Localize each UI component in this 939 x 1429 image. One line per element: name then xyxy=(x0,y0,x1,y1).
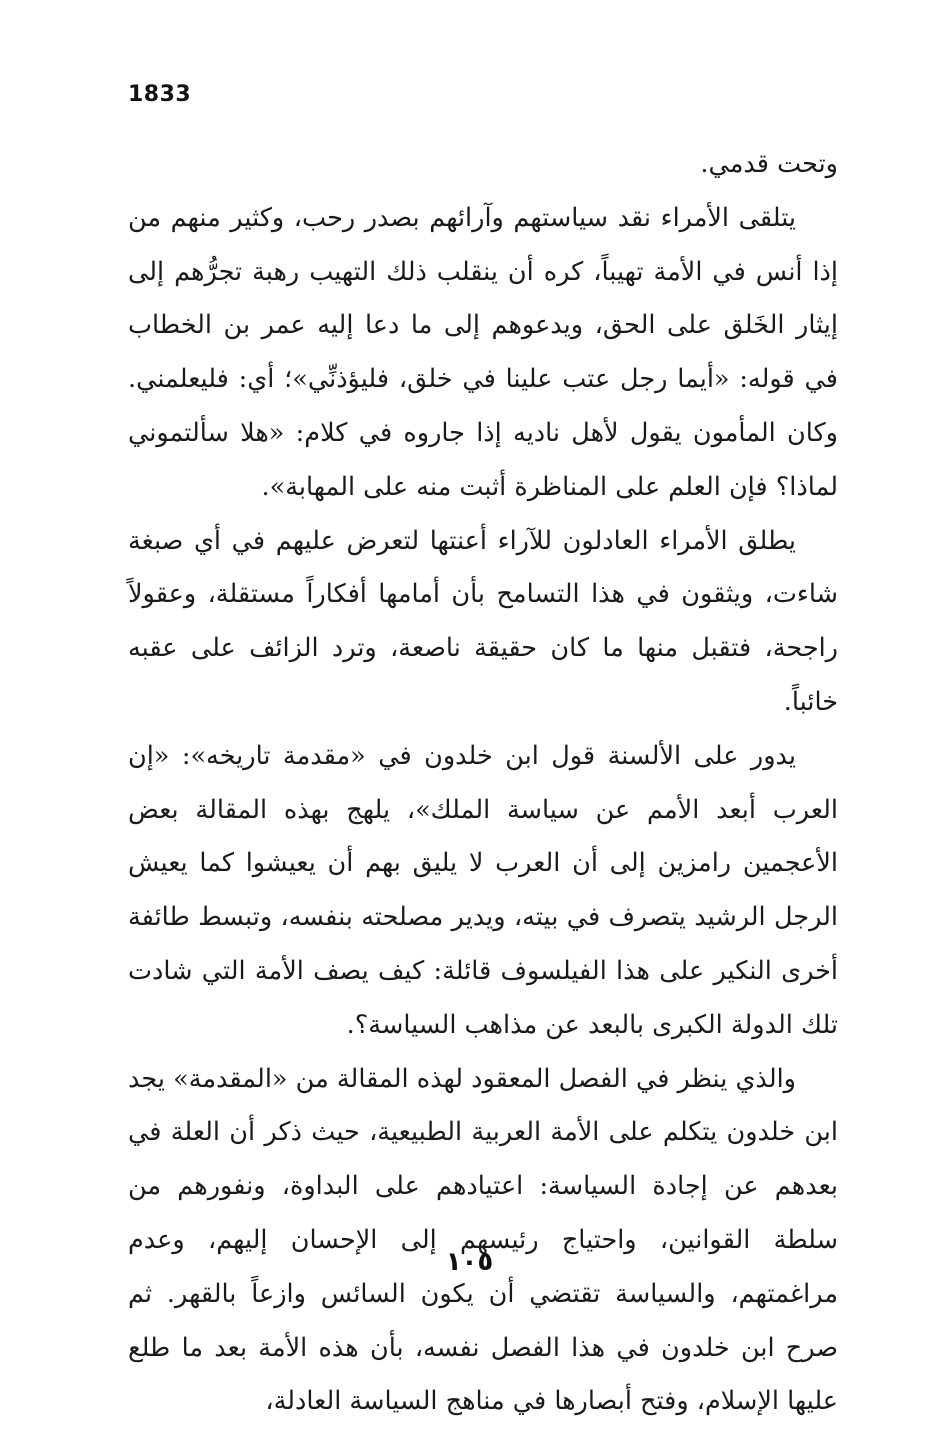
page-top-number: 1833 xyxy=(128,82,192,107)
paragraph-princes-criticism: يتلقى الأمراء نقد سياستهم وآرائهم بصدر رحب، وكثير منهم من إذا أنس في الأمة تهيباً، كره أن ينقلب ذلك التهيب رهبة تجرُّهم إلى إيثار الخَلق على الحق، ويدعوهم إلى ما دعا إليه عمر بن الخطاب في قوله: «أيما رجل عتب علينا في خلق، فليؤذنِّي»؛ أي: فليعلمني. وكان المأمون يقول لأهل ناديه إذا جاروه في كلام: «هلا سألتموني لماذا؟ فإن العلم على المناظرة أثبت منه على المهابة». xyxy=(128,202,838,502)
paragraph-ibn-khaldun-saying: يدور على الألسنة قول ابن خلدون في «مقدمة تاريخه»: «إن العرب أبعد الأمم عن سياسة الملك»، يلهج بهذه المقالة بعض الأعجمين رامزين إلى أن العرب لا يليق بهم أن يعيشوا كما يعيش الرجل الرشيد يتصرف في بيته، ويدير مصلحته بنفسه، وتبسط طائفة أخرى النكير على هذا الفيلسوف قائلة: كيف يصف الأمة التي شادت تلك الدولة الكبرى بالبعد عن مذاهب السياسة؟. xyxy=(128,740,838,1040)
paragraph-just-princes: يطلق الأمراء العادلون للآراء أعنتها لتعرض عليهم في أي صبغة شاءت، ويثقون في هذا التسامح بأن أمامها أفكاراً مستقلة، وعقولاً راجحة، فتقبل منها ما كان حقيقة ناصعة، وترد الزائف على عقبه خائباً. xyxy=(128,525,838,717)
paragraph-continuation: وتحت قدمي. xyxy=(700,149,838,179)
page-folio-number: ١٠٥ xyxy=(445,1247,494,1277)
paragraph-muqaddima-chapter: والذي ينظر في الفصل المعقود لهذه المقالة من «المقدمة» يجد ابن خلدون يتكلم على الأمة العربية الطبيعية، حيث ذكر أن العلة في بعدهم عن إجادة السياسة: اعتيادهم على البداوة، ونفورهم من سلطة القوانين، واحتياج رئيسهم إلى الإحسان إليهم، وعدم مراغمتهم، والسياسة تقتضي أن يكون السائس وازعاً بالقهر. ثم صرح ابن خلدون في هذا الفصل نفسه، بأن هذه الأمة بعد ما طلع عليها الإسلام، وفتح أبصارها في مناهج السياسة العادلة، xyxy=(128,1063,838,1417)
body-text xyxy=(128,138,838,1429)
